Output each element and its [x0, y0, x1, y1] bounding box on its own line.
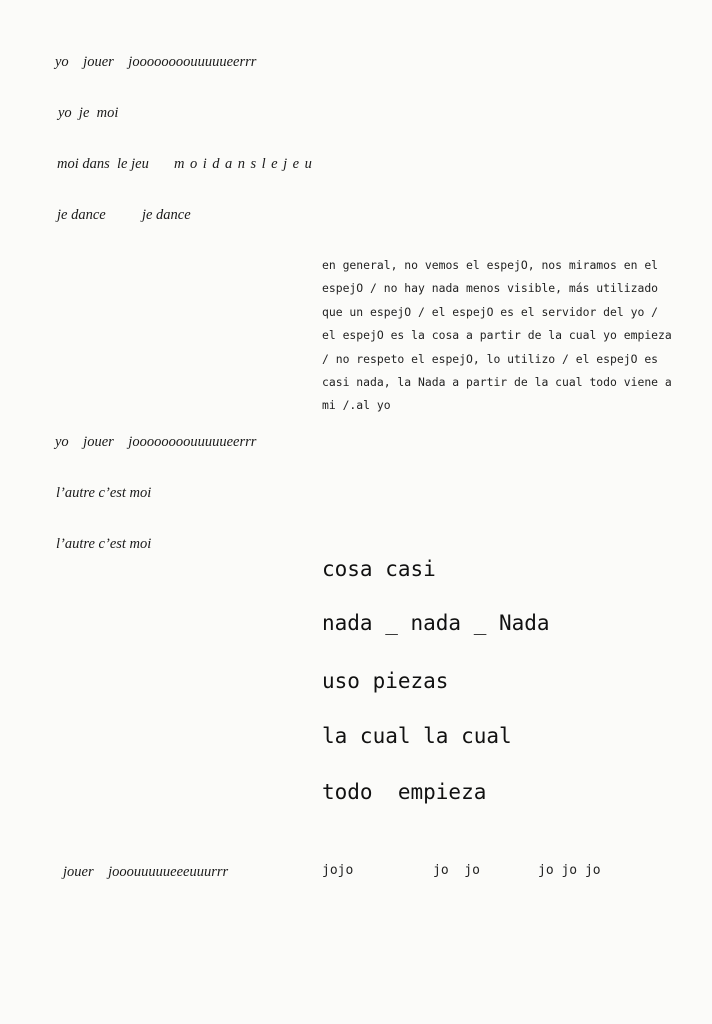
prose-line-2: espejO / no hay nada menos visible, más utilizado: [322, 281, 659, 296]
verse-moi-dans-le-jeu: moi dans le jeu: [57, 156, 149, 172]
prose-line-3: que un espejO / el espejO es el servidor del yo /: [322, 304, 659, 319]
verse-yo-je-moi: yo je moi: [58, 105, 119, 121]
jo-group-2: jo jo: [433, 863, 480, 878]
verse-jouer-final: jouer jooouuuuueeeuuurrr: [63, 864, 229, 880]
verse-je-dance: je dance je dance: [57, 207, 191, 223]
verse-yo-jouer-2: yo jouer joooooooouuuuueerrr: [55, 434, 257, 450]
big-line-la-cual: la cual la cual: [322, 724, 512, 748]
jo-group-3: jo jo jo: [538, 863, 601, 878]
verse-yo-jouer-1: yo jouer joooooooouuuuueerrr: [55, 54, 257, 70]
verse-lautre-cest-moi-2: l’autre c’est moi: [56, 536, 152, 552]
prose-line-4: el espejO es la cosa a partir de la cual yo empieza: [322, 328, 672, 343]
big-line-cosa-casi: cosa casi: [322, 557, 436, 581]
jo-group-1: jojo: [322, 863, 354, 878]
prose-line-7: mi /.al yo: [322, 398, 391, 413]
prose-line-5: / no respeto el espejO, lo utilizo / el espejO es: [322, 351, 659, 366]
prose-line-6: casi nada, la Nada a partir de la cual todo viene a: [322, 375, 672, 390]
big-line-uso-piezas: uso piezas: [322, 669, 449, 693]
big-line-nada: nada _ nada _ Nada: [322, 611, 550, 635]
prose-line-1: en general, no vemos el espejO, nos miramos en el: [322, 258, 659, 272]
verse-lautre-cest-moi-1: l’autre c’est moi: [56, 485, 152, 501]
prose-paragraph: [322, 254, 704, 418]
verse-moidanslejeu-spread: moidanslejeu: [174, 156, 318, 172]
big-line-todo-empieza: todo empieza: [322, 780, 487, 804]
